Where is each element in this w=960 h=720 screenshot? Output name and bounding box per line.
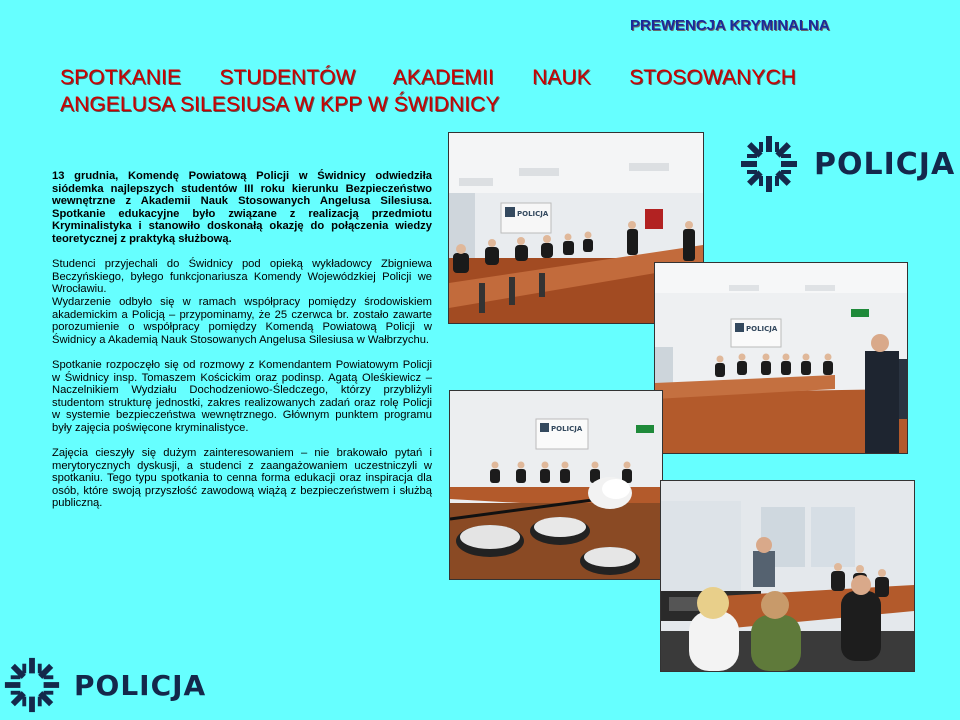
page-title [60,64,796,118]
police-logo-bottom [2,655,206,715]
police-logo-wordmark: POLICJA [814,146,956,182]
article-lead: 13 grudnia, Komendę Powiatową Policji w Świdnicy odwiedziła siódemka najlepszych studentów III roku kierunku Bezpieczeństwo wewnętrzne z Akademii Nauk Stosowanych Angelusa Silesiusa. Spotkanie edukacyjne było związane z realizacją przedmiotu Kryminalistyka i stanowiło doskonałą okazję do połączenia wiedzy teoretycznej z praktyką służbową. [52,170,432,245]
police-logo-top [738,133,955,195]
page-title-line-1: SPOTKANIE STUDENTÓW AKADEMII NAUK STOSOWANYCH [60,66,796,89]
police-star-icon [2,655,62,715]
section-label: PREWENCJA KRYMINALNA [630,17,830,34]
photo-officer-presentation [654,262,908,454]
article-paragraph-2: Studenci przyjechali do Świdnicy pod opieką wykładowcy Zbigniewa Beczyńskiego, byłego funkcjonariusza Komendy Wojewódzkiej Policji we Wrocławiu. [52,258,432,296]
article-paragraph-5: Zajęcia cieszyły się dużym zainteresowaniem – nie brakowało pytań i merytorycznych dyskusji, a studenci z zaangażowaniem uczestniczyli w spotkaniu. Tego typu spotkania to cenna forma edukacji oraz inspiracja dla osób, które swoją przyszłość zawodową wiążą z bezpieczeństwem i służbą publiczną. [52,447,432,510]
photo-forensic-kit [449,390,663,580]
police-logo-wordmark: POLICJA [74,668,207,702]
article-paragraph-3: Wydarzenie odbyło się w ramach współpracy pomiędzy środowiskiem akademickim a Policją – przypominamy, że 25 czerwca br. zostało zawarte porozumienie o współpracy pomiędzy Komendą Powiatową Policji w Świdnicy a Akademią Nauk Stosowanych Angelusa Silesiusa w Wałbrzychu. [52,295,432,346]
police-star-icon [738,133,800,195]
page-title-line-2: ANGELUSA SILESIUSA W KPP W ŚWIDNICY [60,93,500,116]
article-body [52,170,432,523]
article-paragraph-4: Spotkanie rozpoczęło się od rozmowy z Komendantem Powiatowym Policji w Świdnicy insp. Tomaszem Kościckim oraz podinsp. Agatą Oleśkiewicz – Naczelnikiem Wydziału Dochodzeniowo-Śledczego, którzy przybliżyli studentom strukturę jednostki, zakres realizowanych zadań oraz rolę Policji w systemie bezpieczeństwa wewnętrznego. Głównym punktem programu były zajęcia poświęcone kryminalistyce. [52,358,432,434]
photo-wall-sign-text: POLICJA [517,210,549,218]
photo-students-at-table [660,480,915,672]
photo-wall-sign-text-2: POLICJA [746,325,778,333]
photo-wall-sign-text-3: POLICJA [551,425,583,433]
